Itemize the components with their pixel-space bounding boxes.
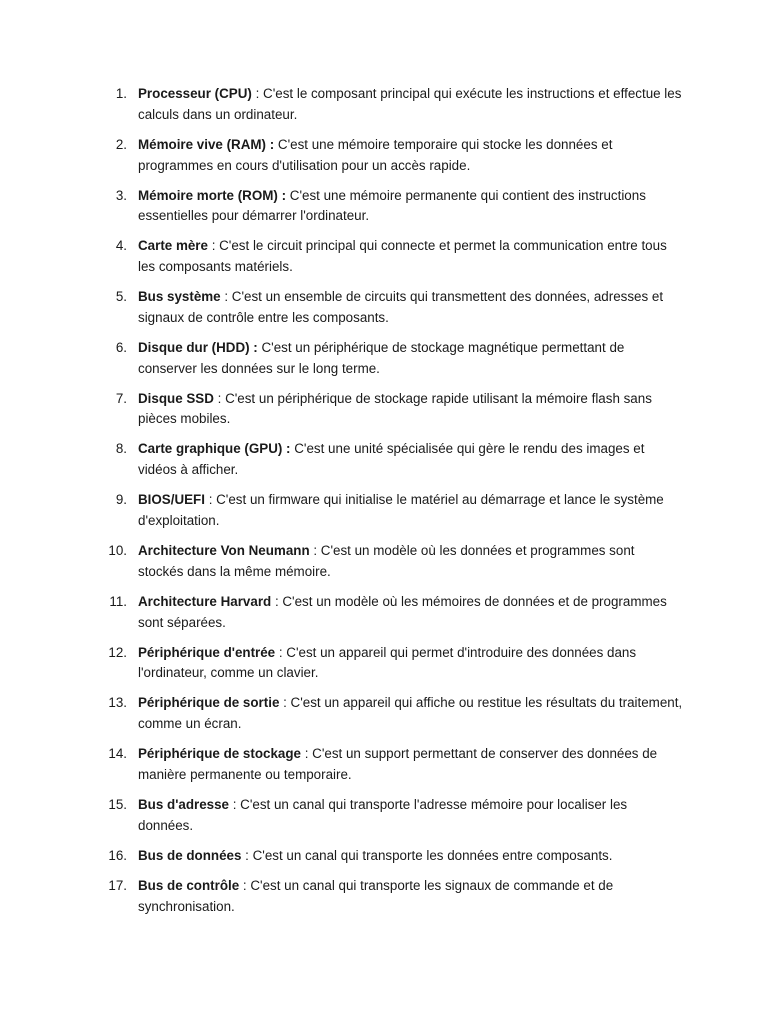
item-term: Bus d'adresse bbox=[138, 796, 230, 812]
item-term: Carte graphique (GPU) : bbox=[138, 441, 291, 457]
item-text: : C'est un firmware qui initialise le matériel au démarrage et lance le système d'exploitation. bbox=[138, 492, 664, 529]
item-number: 11. bbox=[109, 593, 127, 609]
item-text: : C'est un canal qui transporte les données entre composants. bbox=[241, 847, 613, 863]
list-item bbox=[0, 693, 768, 735]
item-body bbox=[138, 389, 683, 431]
list-item bbox=[0, 876, 768, 918]
list-item bbox=[0, 541, 768, 583]
item-number: 1. bbox=[115, 86, 127, 101]
item-body bbox=[138, 186, 683, 228]
item-text: : C'est un périphérique de stockage rapide utilisant la mémoire flash sans pièces mobiles. bbox=[138, 390, 652, 427]
list-item bbox=[0, 744, 768, 786]
item-body bbox=[138, 846, 683, 867]
item-term: Bus de contrôle bbox=[138, 877, 240, 893]
item-text: C'est une mémoire temporaire qui stocke les données et programmes en cours d'utilisation pour un accès rapide. bbox=[138, 136, 613, 173]
item-text: : C'est un canal qui transporte les signaux de commande et de synchronisation. bbox=[138, 877, 614, 914]
item-body bbox=[138, 490, 683, 532]
list-item bbox=[0, 236, 768, 278]
item-number: 10. bbox=[108, 543, 127, 559]
item-term: Disque SSD bbox=[138, 390, 214, 406]
item-term: Architecture Von Neumann bbox=[138, 543, 310, 559]
item-number: 12. bbox=[108, 644, 127, 660]
item-text: : C'est un ensemble de circuits qui transmettent des données, adresses et signaux de contrôle entre les composants. bbox=[138, 289, 664, 325]
list-item bbox=[0, 439, 768, 481]
item-text: : C'est le circuit principal qui connecte et permet la communication entre tous les composants matériels. bbox=[138, 238, 667, 275]
item-text: C'est une mémoire permanente qui contient des instructions essentielles pour démarrer l'ordinateur. bbox=[138, 187, 646, 224]
item-body bbox=[138, 795, 683, 837]
item-term: Architecture Harvard bbox=[138, 593, 272, 609]
list-item bbox=[0, 338, 768, 380]
item-number: 2. bbox=[115, 136, 127, 152]
list-item bbox=[0, 643, 768, 685]
item-term: Disque dur (HDD) : bbox=[138, 339, 258, 355]
item-number: 7. bbox=[115, 390, 127, 406]
item-text: : C'est le composant principal qui exécute les instructions et effectue les calculs dans un ordinateur. bbox=[138, 86, 682, 122]
item-number: 6. bbox=[115, 339, 127, 355]
item-text: C'est un périphérique de stockage magnétique permettant de conserver les données sur le long terme. bbox=[138, 339, 625, 376]
item-text: : C'est un modèle où les mémoires de données et de programmes sont séparées. bbox=[138, 593, 667, 630]
item-text: : C'est un canal qui transporte l'adresse mémoire pour localiser les données. bbox=[138, 796, 628, 833]
list-item bbox=[0, 846, 768, 867]
item-body bbox=[138, 744, 683, 786]
item-term: Périphérique de stockage bbox=[138, 746, 301, 762]
item-term: Périphérique de sortie bbox=[138, 695, 280, 711]
item-body bbox=[138, 439, 683, 481]
item-text: : C'est un appareil qui affiche ou restitue les résultats du traitement, comme un écran. bbox=[138, 695, 683, 732]
item-body bbox=[138, 236, 683, 278]
item-term: Mémoire vive (RAM) : bbox=[138, 136, 275, 152]
list-item bbox=[0, 186, 768, 228]
item-text: : C'est un appareil qui permet d'introduire des données dans l'ordinateur, comme un clavier. bbox=[138, 644, 637, 681]
item-number: 17. bbox=[108, 877, 127, 893]
item-number: 3. bbox=[115, 187, 127, 203]
item-number: 13. bbox=[108, 695, 127, 711]
list-item bbox=[0, 795, 768, 837]
list-item bbox=[0, 592, 768, 634]
item-body bbox=[138, 693, 683, 735]
item-body bbox=[138, 643, 683, 685]
list-item bbox=[0, 287, 768, 329]
item-term: Carte mère bbox=[138, 238, 208, 254]
item-term: Bus de données bbox=[138, 847, 242, 863]
item-body bbox=[138, 84, 683, 126]
item-text: : C'est un support permettant de conserver des données de manière permanente ou temporaire. bbox=[138, 746, 658, 782]
item-body bbox=[138, 135, 683, 177]
list-item bbox=[0, 490, 768, 532]
list-item bbox=[0, 389, 768, 431]
item-body bbox=[138, 338, 683, 380]
list-item bbox=[0, 135, 768, 177]
item-number: 8. bbox=[115, 441, 127, 457]
item-number: 5. bbox=[115, 289, 127, 305]
item-body bbox=[138, 287, 683, 329]
item-term: Périphérique d'entrée bbox=[138, 644, 276, 660]
item-text: : C'est un modèle où les données et programmes sont stockés dans la même mémoire. bbox=[138, 543, 635, 579]
item-term: Mémoire morte (ROM) : bbox=[138, 187, 287, 203]
definition-list bbox=[0, 84, 768, 926]
item-number: 16. bbox=[108, 847, 127, 863]
item-text: C'est une unité spécialisée qui gère le rendu des images et vidéos à afficher. bbox=[138, 441, 645, 478]
item-body bbox=[138, 876, 683, 918]
item-body bbox=[138, 541, 683, 583]
list-item bbox=[0, 84, 768, 126]
item-term: BIOS/UEFI bbox=[138, 492, 205, 508]
item-term: Processeur (CPU) bbox=[138, 86, 252, 101]
item-number: 14. bbox=[108, 746, 127, 762]
item-number: 9. bbox=[115, 492, 127, 508]
item-number: 4. bbox=[115, 238, 127, 254]
item-number: 15. bbox=[108, 796, 127, 812]
item-body bbox=[138, 592, 683, 634]
item-term: Bus système bbox=[138, 289, 221, 305]
